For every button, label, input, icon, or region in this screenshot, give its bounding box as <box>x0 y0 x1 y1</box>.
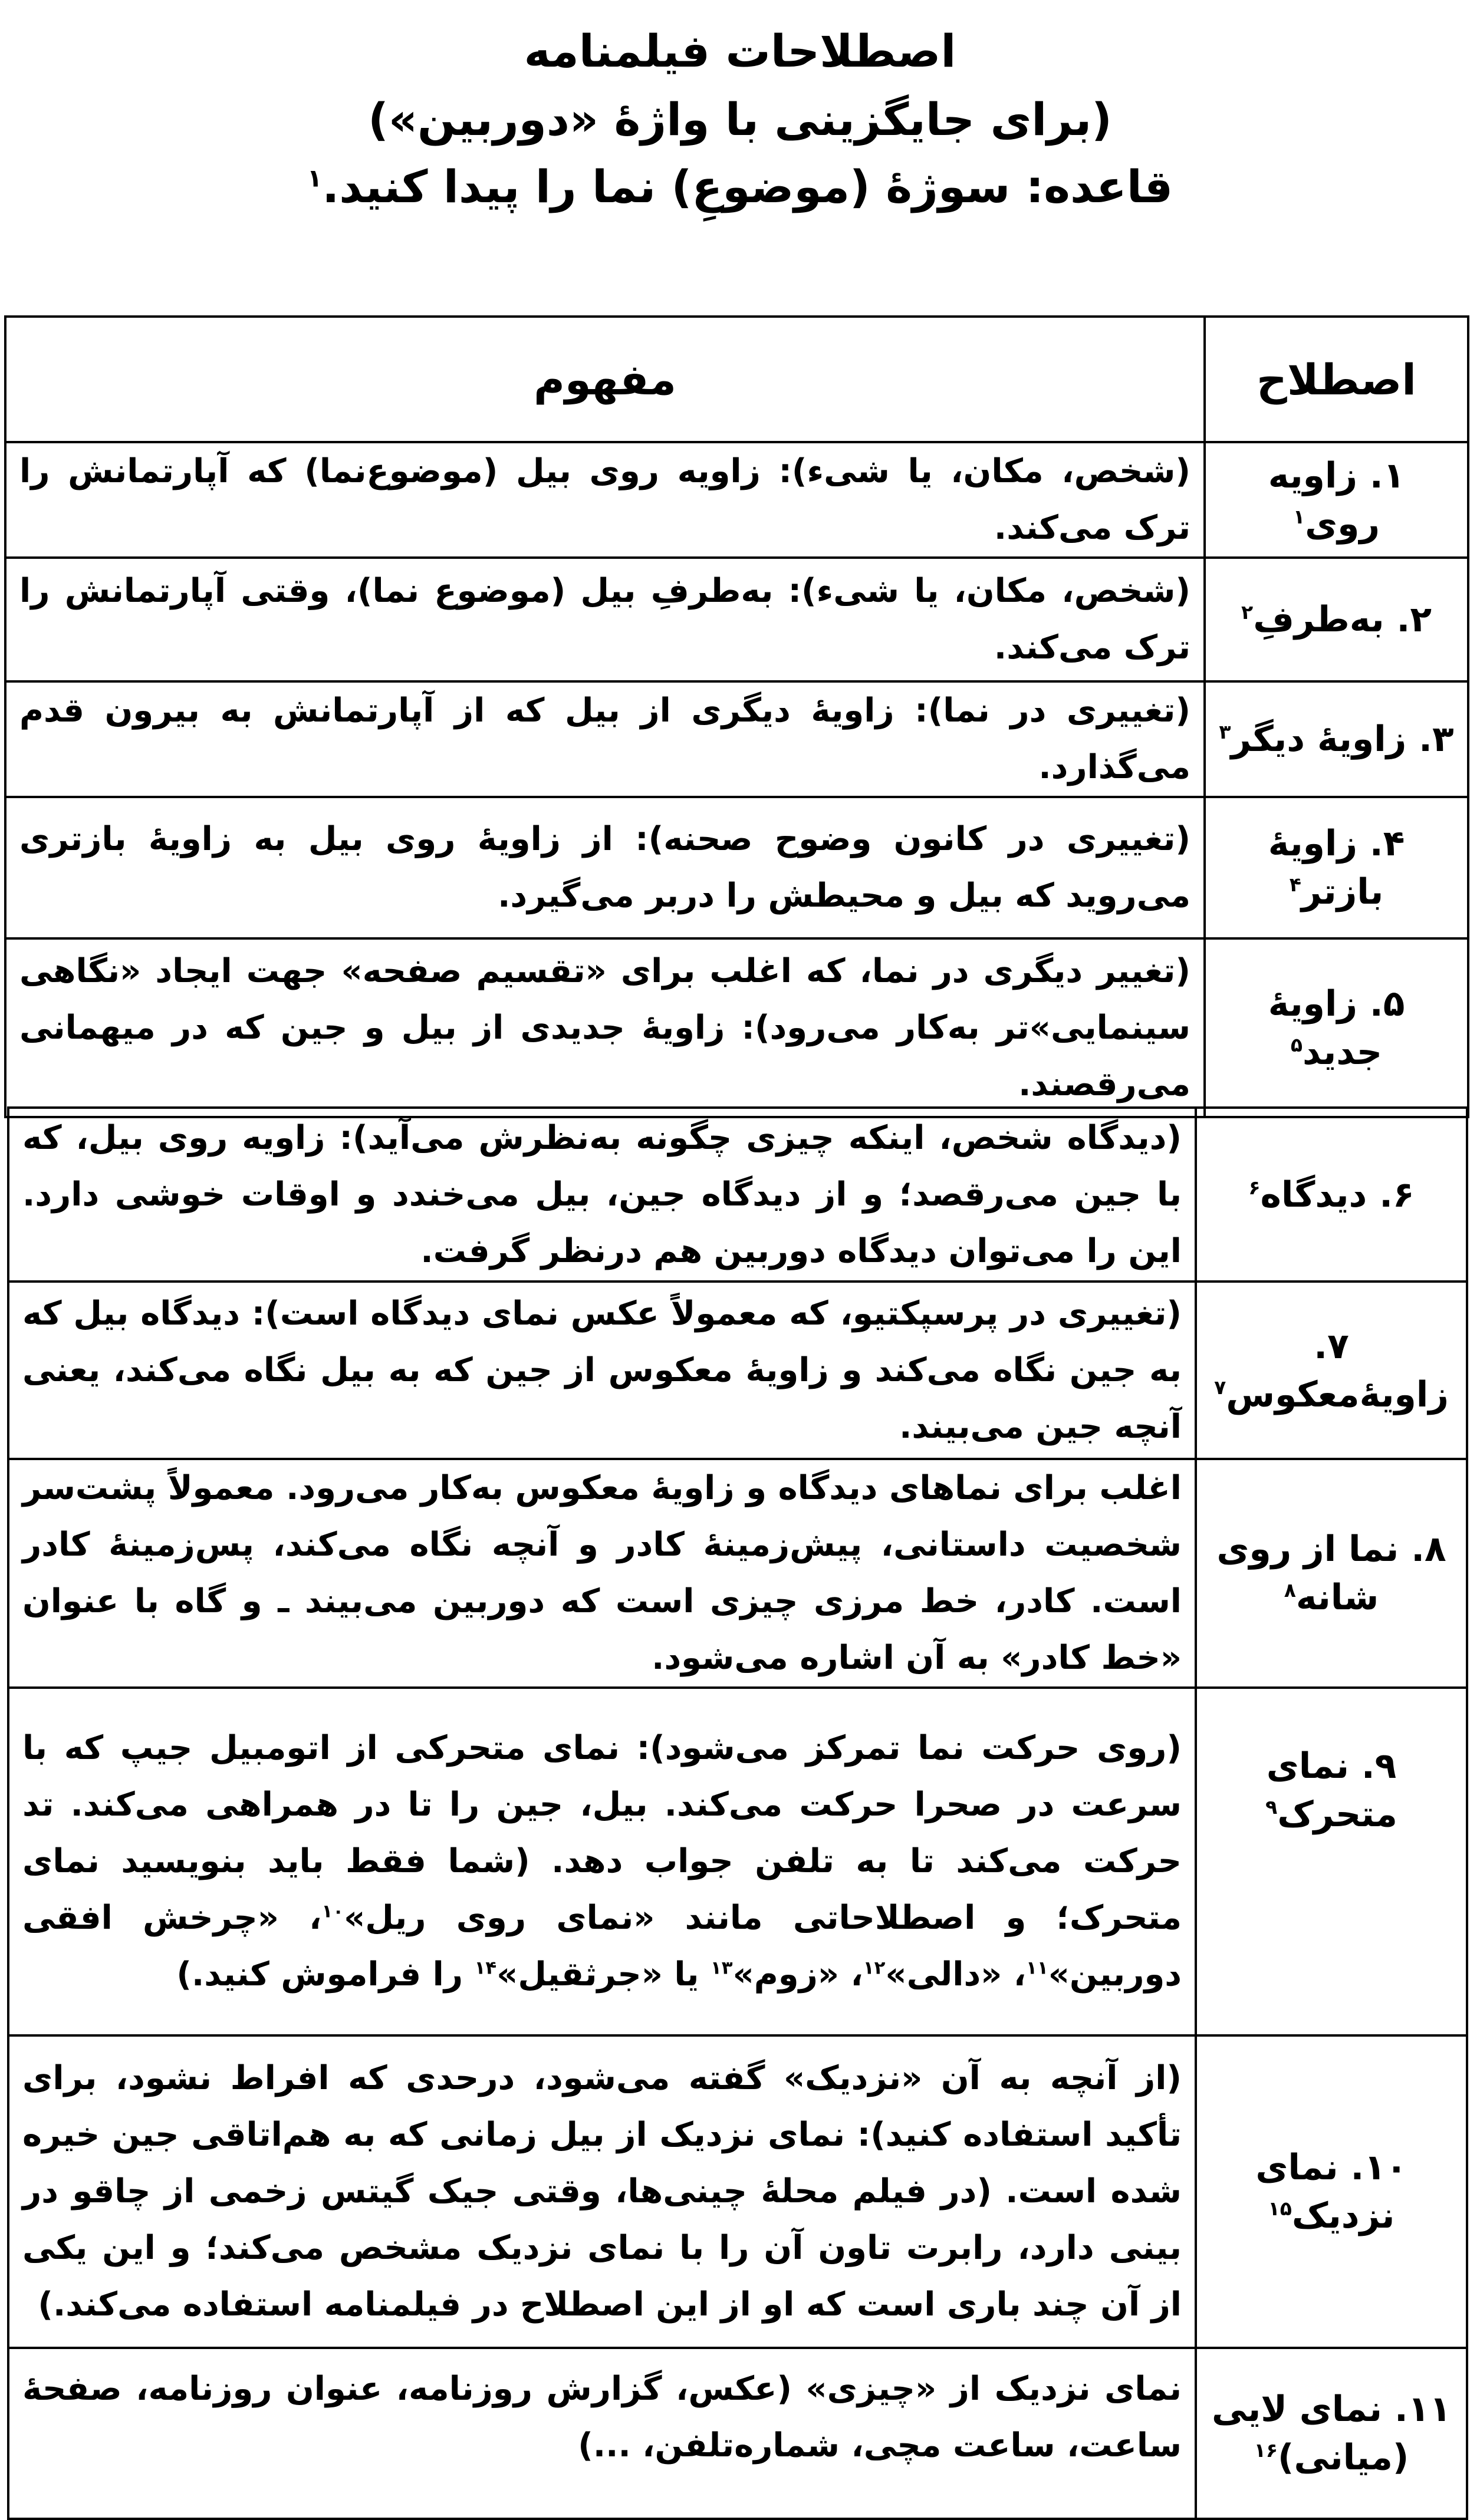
term-label: ۴. زاویهٔ بازتر <box>1268 823 1405 913</box>
term-cell <box>1205 681 1468 797</box>
table-header-row <box>5 317 1468 442</box>
definition-text: ، «چرخش افقی دوربین» <box>22 1899 1182 1994</box>
term-cell <box>1205 938 1468 1117</box>
footnote-marker: ۵ <box>1290 1033 1303 1056</box>
footnote-marker: ۱۰ <box>321 1900 344 1922</box>
term-label: ۷. زاویهٔ‌معکوس <box>1226 1325 1449 1415</box>
footnote-marker: ۱۲ <box>863 1957 886 1979</box>
definition-cell: (دیدگاه شخص، اینکه چیزی چگونه به‌نظرش می‌آید): زاویه روی بیل، که با جین می‌رقصد؛ و از دیدگاه جین، بیل می‌خندد و اوقات خوشی دارد. این را می‌توان دیدگاه دوربین هم درنظر گرفت. <box>8 1108 1196 1282</box>
term-cell <box>1196 1282 1467 1459</box>
footnote-marker: ۴ <box>1289 873 1301 896</box>
table-row <box>8 1108 1467 1282</box>
definition-cell: (از آنچه به آن «نزدیک» گفته می‌شود، درحدی که افراط نشود، برای تأکید استفاده کنید): نمای نزدیک از بیل زمانی که به هم‌اتاقی جین خیره شده است. (در فیلم محلهٔ چینی‌ها، وقتی جیک گیتس زخمی از چاقو در بینی دارد، رابرت تاون آن را با نمای نزدیک مشخص می‌کند؛ و این یکی از آن چند باری است که او از این اصطلاح در فیلمنامه استفاده می‌کند.) <box>8 2035 1196 2348</box>
page-title: اصطلاحات فیلمنامه <box>524 25 956 77</box>
table-row <box>5 681 1468 797</box>
definition-cell <box>8 1688 1196 2035</box>
footnote-marker: ۱۵ <box>1268 2197 1292 2220</box>
definition-text: را فراموش کنید.) <box>176 1955 475 1994</box>
term-label: ۶. دیدگاه <box>1260 1174 1415 1215</box>
footnote-marker: ۱۴ <box>474 1957 497 1979</box>
table-row <box>8 2035 1467 2348</box>
term-label: ۱۱. نمای لایی (میانی) <box>1211 2389 1451 2478</box>
definition-cell: (تغییر دیگری در نما، که اغلب برای «تقسیم صفحه» جهت ایجاد «نگاهی سینمایی»تر به‌کار می‌رود): زاویهٔ جدیدی از بیل و جین که در میهمانی می‌رقصند. <box>5 938 1205 1117</box>
footnote-marker: ۱ <box>1293 505 1305 528</box>
footnote-marker: ۱۶ <box>1254 2439 1278 2462</box>
definition-text: یا «جرثقیل» <box>496 1955 711 1994</box>
definition-cell: (تغییری در کانون وضوح صحنه): از زاویهٔ روی بیل به زاویهٔ بازتری می‌روید که بیل و محیطش را دربر می‌گیرد. <box>5 797 1205 938</box>
term-label: ۱. زاویه روی <box>1268 455 1405 545</box>
definition-text: ، «دالی» <box>885 1955 1027 1994</box>
page-rule <box>0 154 1480 219</box>
footnote-marker: ۶ <box>1248 1175 1261 1199</box>
term-cell <box>1196 1459 1467 1688</box>
term-cell <box>1205 558 1468 681</box>
term-label: ۸. نما از روی شانه <box>1216 1529 1446 1618</box>
definition-cell: نمای نزدیک از «چیزی» (عکس، گزارش روزنامه، عنوان روزنامه، صفحهٔ ساعت، ساعت مچی، شماره‌تلفن، ...) <box>8 2348 1196 2519</box>
term-cell <box>1196 2035 1467 2348</box>
definition-cell: اغلب برای نماهای دیدگاه و زاویهٔ معکوس به‌کار می‌رود. معمولاً پشت‌سر شخصیت داستانی، پیش‌زمینهٔ کادر و آنچه نگاه می‌کند، پس‌زمینهٔ کادر است. کادر، خط مرزی چیزی است که دوربین می‌بیند ـ و گاه با عنوان «خط کادر» به آن اشاره می‌شود. <box>8 1459 1196 1688</box>
footnote-marker: ۲ <box>1241 601 1254 624</box>
table-row <box>5 938 1468 1117</box>
footnote-marker: ۱ <box>307 163 323 193</box>
term-cell <box>1196 1108 1467 1282</box>
term-cell <box>1205 797 1468 938</box>
footnote-marker: ۱۳ <box>710 1957 733 1979</box>
footnote-marker: ۸ <box>1284 1579 1296 1602</box>
page-subtitle: (برای جایگزینی با واژهٔ «دوربین») <box>368 93 1112 146</box>
rule-text: قاعده: سوژهٔ (موضوعِ) نما را پیدا کنید. <box>322 160 1173 213</box>
table-row <box>8 1688 1467 2035</box>
definition-text: (روی حرکت نما تمرکز می‌شود): نمای متحرکی از اتومبیل جیپ که با سرعت در صحرا حرکت می‌کند. بیل، جین را تا در همراهی می‌کند. تد حرکت می‌کند تا به تلفن جواب دهد. (شما فقط باید بنویسید نمای متحرک؛ و اصطلاحاتی مانند «نمای روی ریل» <box>22 1729 1182 1937</box>
term-label: ۱۰. نمای نزدیک <box>1255 2147 1407 2236</box>
term-label: ۵. زاویهٔ جدید <box>1268 983 1405 1073</box>
term-label: ۲. به‌طرفِ <box>1253 599 1432 640</box>
term-label: ۹. نمای متحرک <box>1266 1745 1397 1835</box>
term-cell <box>1205 442 1468 558</box>
definition-cell: (تغییری در نما): زاویهٔ دیگری از بیل که از آپارتمانش به بیرون قدم می‌گذارد. <box>5 681 1205 797</box>
term-cell <box>1196 1688 1467 2035</box>
table-row <box>5 558 1468 681</box>
footnote-marker: ۱۱ <box>1026 1957 1048 1979</box>
table-row <box>5 442 1468 558</box>
definition-text: ، «زوم» <box>732 1955 863 1994</box>
terms-table-part-2 <box>7 1106 1468 2520</box>
definition-cell: (شخص، مکان، یا شیء): به‌طرفِ بیل (موضوع نما)، وقتی آپارتمانش را ترک می‌کند. <box>5 558 1205 681</box>
term-label: ۳. زاویهٔ دیگر <box>1231 719 1454 760</box>
footnote-marker: ۷ <box>1214 1375 1226 1399</box>
definition-cell: (تغییری در پرسپکتیو، که معمولاً عکس نمای دیدگاه است): دیدگاه بیل که به جین نگاه می‌کند و زاویهٔ معکوس از جین که به بیل نگاه می‌کند، یعنی آنچه جین می‌بیند. <box>8 1282 1196 1459</box>
table-row <box>8 1459 1467 1688</box>
terms-table-part-1 <box>4 315 1469 1118</box>
header-concept: مفهوم <box>5 317 1205 442</box>
footnote-marker: ۹ <box>1265 1796 1278 1819</box>
header-term: اصطلاح <box>1205 317 1468 442</box>
table-row <box>5 797 1468 938</box>
table-row <box>8 1282 1467 1459</box>
footnote-marker: ۳ <box>1219 720 1231 743</box>
definition-cell: (شخص، مکان، یا شیء): زاویه روی بیل (موضوع‌نما) که آپارتمانش را ترک می‌کند. <box>5 442 1205 558</box>
